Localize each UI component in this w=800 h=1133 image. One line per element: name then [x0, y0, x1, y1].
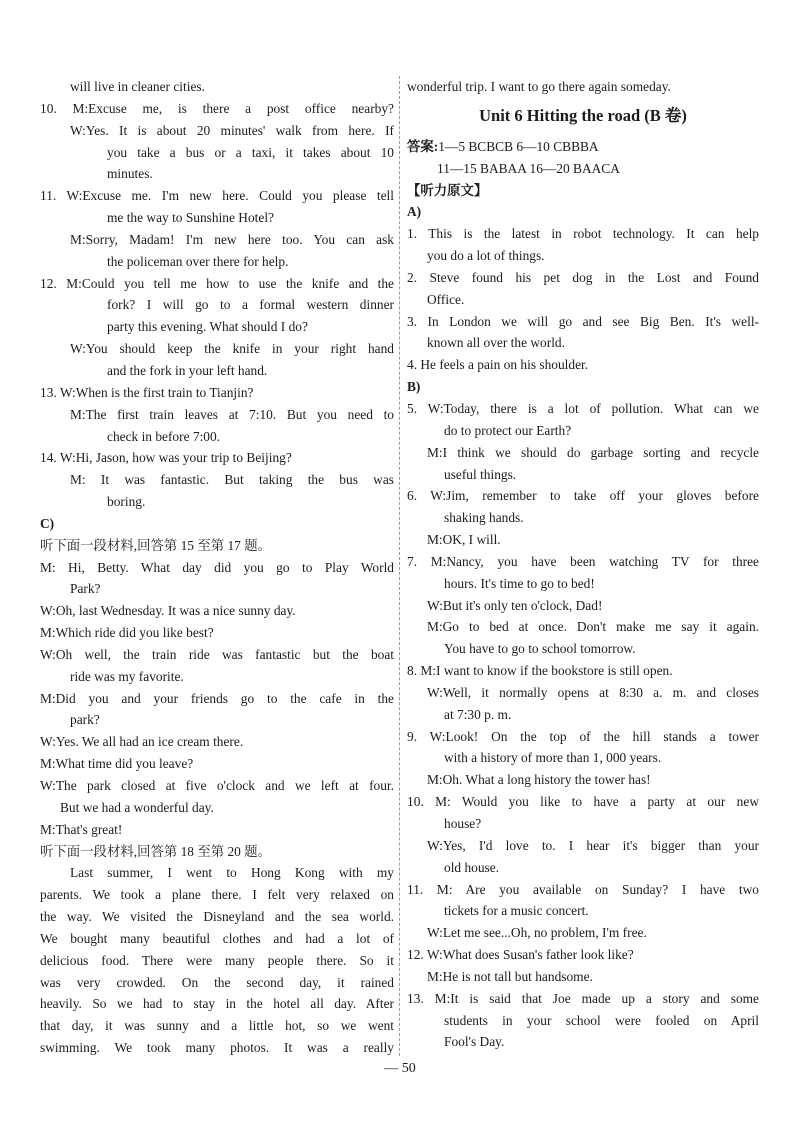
text-line: shaking hands.	[444, 510, 524, 526]
text-line: 14. W:Hi, Jason, how was your trip to Beijing?	[40, 450, 292, 466]
text-line: W:Yes. It is about 20 minutes' walk from here. If	[70, 122, 394, 138]
text-line: heavily. So we had to stay in the hotel all day. After	[40, 996, 394, 1012]
text-line: You have to go to school tomorrow.	[444, 641, 636, 657]
text-line: M:What time did you leave?	[40, 756, 194, 772]
text-line: M: Hi, Betty. What day did you go to Play World	[40, 559, 394, 575]
text-line: the policeman over there for help.	[107, 253, 289, 269]
text-line: 10. M: Would you like to have a party at our new	[407, 794, 759, 810]
text-line: do to protect our Earth?	[444, 422, 572, 438]
text-line: swimming. We took many photos. It was a really	[40, 1040, 394, 1056]
text-line: minutes.	[107, 166, 153, 182]
text-line: M:That's great!	[40, 821, 123, 837]
text-line: that day, it was sunny and a little hot, so we went	[40, 1018, 394, 1034]
text-line: fork? I will go to a formal western dinner	[107, 297, 394, 313]
column-divider	[399, 76, 400, 1056]
section-label: C)	[40, 515, 55, 531]
text-line: W:Yes, I'd love to. I hear it's bigger than your	[427, 837, 759, 853]
text-line: 8. M:I want to know if the bookstore is still open.	[407, 663, 673, 679]
text-line: wonderful trip. I want to go there again someday.	[407, 79, 671, 94]
text-line: 9. W:Look! On the top of the hill stands a tower	[407, 728, 759, 744]
text-line: at 7:30 p. m.	[444, 706, 512, 722]
text-line: M:Go to bed at once. Don't make me say it again.	[427, 619, 759, 635]
text-line: W:Oh, last Wednesday. It was a nice sunny day.	[40, 603, 296, 619]
text-line: you do a lot of things.	[427, 248, 545, 264]
text-line: students in your school were fooled on April	[444, 1012, 759, 1028]
text-line: But we had a wonderful day.	[60, 799, 214, 815]
text-line: will live in cleaner cities.	[70, 79, 205, 94]
text-line: W:Oh well, the train ride was fantastic but the boat	[40, 646, 394, 662]
right-column	[407, 76, 759, 1053]
text-line: 11. W:Excuse me. I'm new here. Could you please tell	[40, 188, 394, 204]
answer-key-values: 1—5 BCBCB 6—10 CBBBA	[438, 138, 599, 154]
text-line: house?	[444, 816, 482, 831]
answer-key-label: 答案:	[407, 138, 439, 154]
text-line: the way. We visited the Disneyland and the sea world.	[40, 909, 394, 925]
text-line: 1. This is the latest in robot technology. It can help	[407, 226, 759, 242]
text-line: M: It was fantastic. But taking the bus was	[70, 472, 394, 488]
text-line: W:Let me see...Oh, no problem, I'm free.	[427, 925, 647, 941]
text-line: 4. He feels a pain on his shoulder.	[407, 357, 589, 373]
answer-key-line	[407, 136, 759, 158]
text-line: you take a bus or a taxi, it takes about 10	[107, 144, 394, 160]
text-line: hours. It's time to go to bed!	[444, 575, 595, 591]
text-line: W:Well, it normally opens at 8:30 a. m. and closes	[427, 684, 759, 700]
text-line: 13. W:When is the first train to Tianjin?	[40, 384, 254, 400]
listening-script-heading: 【听力原文】	[407, 182, 488, 198]
text-line: W:You should keep the knife in your right hand	[70, 341, 394, 357]
instruction-line: 听下面一段材料,回答第 18 至第 20 题。	[40, 843, 271, 859]
text-line: M:Did you and your friends go to the cafe in the	[40, 690, 394, 706]
text-line: Park?	[70, 581, 101, 597]
text-line: 6. W:Jim, remember to take off your gloves before	[407, 488, 759, 504]
text-line: W:The park closed at five o'clock and we left at four.	[40, 778, 394, 793]
text-line: delicious food. There were many people there. So it	[40, 952, 394, 968]
page-number: — 50	[384, 1061, 416, 1076]
text-line: 7. M:Nancy, you have been watching TV for three	[407, 553, 759, 569]
text-line: and the fork in your left hand.	[107, 362, 268, 378]
section-label: B)	[407, 379, 421, 395]
text-line: was very crowded. On the second day, it rained	[40, 974, 394, 990]
text-line: 13. M:It is said that Joe made up a story and some	[407, 990, 759, 1006]
left-column	[40, 76, 394, 1059]
text-line: park?	[70, 712, 100, 728]
text-line: M:Which ride did you like best?	[40, 625, 214, 641]
text-line: with a history of more than 1, 000 years.	[444, 750, 662, 766]
text-line: party this evening. What should I do?	[107, 319, 308, 335]
text-line: W:But it's only ten o'clock, Dad!	[427, 597, 603, 613]
text-line: boring.	[107, 494, 146, 510]
text-line: known all over the world.	[427, 335, 565, 351]
text-line: M:Sorry, Madam! I'm new here too. You can ask	[70, 231, 394, 247]
text-line: Last summer, I went to Hong Kong with my	[70, 865, 394, 881]
text-line: M:OK, I will.	[427, 532, 501, 548]
text-line: Fool's Day.	[444, 1034, 505, 1050]
text-line: 10. M:Excuse me, is there a post office nearby?	[40, 100, 394, 116]
text-line: W:Yes. We all had an ice cream there.	[40, 734, 244, 750]
text-line: M:I think we should do garbage sorting and recycle	[427, 444, 759, 460]
text-line: M:He is not tall but handsome.	[427, 968, 593, 984]
text-line: check in before 7:00.	[107, 428, 221, 444]
text-line: M:Oh. What a long history the tower has!	[427, 772, 651, 788]
text-line: M:The first train leaves at 7:10. But you need to	[70, 406, 394, 422]
text-line: ride was my favorite.	[70, 668, 184, 684]
text-line: 11. M: Are you available on Sunday? I have two	[407, 881, 759, 897]
text-line: We bought many beautiful clothes and had a lot of	[40, 930, 394, 946]
text-line: 12. M:Could you tell me how to use the knife and the	[40, 275, 394, 291]
text-line: parents. We took a plane there. I felt very relaxed on	[40, 887, 394, 903]
text-line: 5. W:Today, there is a lot of pollution. What can we	[407, 400, 759, 416]
unit-title: Unit 6 Hitting the road (B 卷)	[479, 105, 687, 125]
text-line: useful things.	[444, 466, 517, 482]
text-line: 3. In London we will go and see Big Ben. It's well-	[407, 313, 759, 329]
text-line: old house.	[444, 859, 500, 875]
text-line: 12. W:What does Susan's father look like?	[407, 947, 634, 963]
section-label: A)	[407, 204, 422, 220]
text-line: Office.	[427, 291, 465, 307]
text-line: tickets for a music concert.	[444, 903, 589, 919]
answer-key-values: 11—15 BABAA 16—20 BAACA	[437, 160, 620, 176]
instruction-line: 听下面一段材料,回答第 15 至第 17 题。	[40, 537, 271, 553]
text-line: me the way to Sunshine Hotel?	[107, 210, 274, 226]
text-line: 2. Steve found his pet dog in the Lost and Found	[407, 269, 759, 285]
